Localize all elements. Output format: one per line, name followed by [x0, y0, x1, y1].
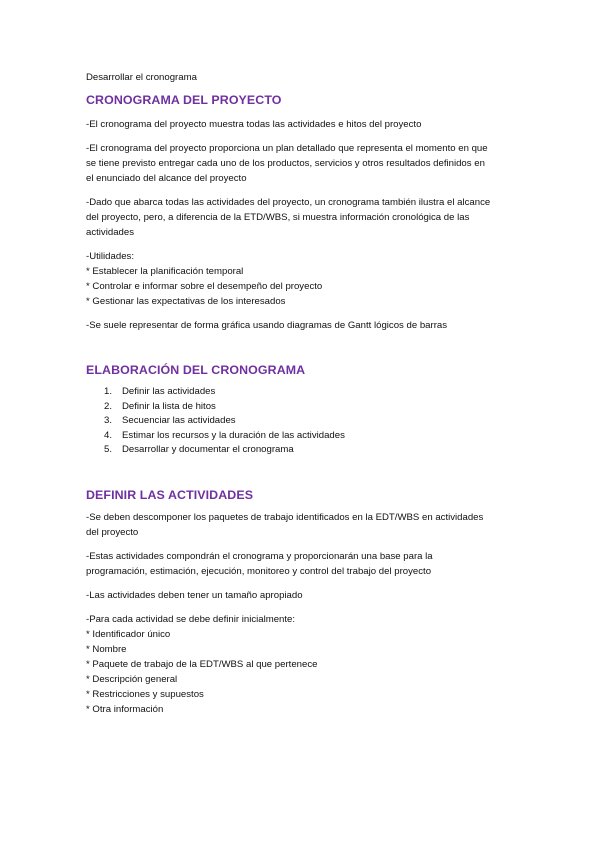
heading-cronograma-del-proyecto: CRONOGRAMA DEL PROYECTO	[86, 93, 282, 107]
list-item: * Nombre	[86, 643, 127, 655]
text-line: -Las actividades deben tener un tamaño apropiado	[86, 589, 303, 601]
text-line: actividades	[86, 227, 134, 238]
text-line: del proyecto	[86, 526, 139, 538]
list-item: * Otra información	[86, 703, 164, 715]
list-item	[86, 429, 526, 444]
heading-elaboracion-del-cronograma: ELABORACIÓN DEL CRONOGRAMA	[86, 363, 306, 377]
list-item: * Identificador único	[86, 628, 171, 640]
paragraph	[86, 510, 526, 540]
list-item	[86, 400, 526, 415]
text-line: del proyecto, pero, a diferencia de la ETD/WBS, si muestra información cronológica de las	[86, 212, 470, 223]
text-line: el enunciado del alcance del proyecto	[86, 173, 247, 184]
step-text: Secuenciar las actividades	[122, 415, 236, 426]
step-number: 3.	[104, 415, 113, 426]
text-line: se tiene previsto entregar cada uno de los productos, servicios y otros resultados definidos en	[86, 158, 485, 169]
document-title: Desarrollar el cronograma	[86, 72, 197, 83]
text-line: programación, estimación, ejecución, monitoreo y control del trabajo del proyecto	[86, 565, 432, 577]
list-item: * Controlar e informar sobre el desempeño del proyecto	[86, 281, 323, 292]
step-text: Desarrollar y documentar el cronograma	[122, 444, 294, 455]
paragraph	[86, 318, 526, 333]
list-item: * Restricciones y supuestos	[86, 688, 204, 700]
document-content	[86, 70, 526, 726]
list-item: * Paquete de trabajo de la EDT/WBS al que pertenece	[86, 658, 318, 670]
text-line: -Se deben descomponer los paquetes de trabajo identificados en la EDT/WBS en actividades	[86, 511, 484, 523]
text-line: -Estas actividades compondrán el cronograma y proporcionarán una base para la	[86, 550, 433, 562]
text-line: -Utilidades:	[86, 251, 134, 262]
step-number: 2.	[104, 400, 113, 412]
text-line: -Se suele representar de forma gráfica usando diagramas de Gantt lógicos de barras	[86, 320, 448, 331]
step-number: 5.	[104, 444, 113, 455]
list-item: * Descripción general	[86, 673, 178, 685]
list-item: * Gestionar las expectativas de los interesados	[86, 296, 286, 307]
step-text: Estimar los recursos y la duración de las actividades	[122, 429, 345, 441]
step-number: 1.	[104, 386, 113, 397]
actividad-attributes-list	[86, 612, 526, 717]
heading-definir-las-actividades: DEFINIR LAS ACTIVIDADES	[86, 487, 254, 502]
list-item	[86, 414, 526, 429]
paragraph	[86, 195, 526, 240]
text-line: -El cronograma del proyecto proporciona un plan detallado que representa el momento en que	[86, 143, 488, 154]
paragraph	[86, 117, 526, 132]
list-item	[86, 385, 526, 400]
text-line: -Para cada actividad se debe definir inicialmente:	[86, 613, 296, 625]
paragraph	[86, 549, 526, 579]
paragraph	[86, 588, 526, 603]
list-item: * Establecer la planificación temporal	[86, 266, 244, 277]
text-line: -El cronograma del proyecto muestra todas las actividades e hitos del proyecto	[86, 119, 422, 130]
step-text: Definir la lista de hitos	[122, 400, 216, 412]
paragraph	[86, 141, 526, 186]
list-item	[86, 443, 526, 458]
utilidades-list	[86, 249, 526, 309]
step-text: Definir las actividades	[122, 386, 216, 397]
step-number: 4.	[104, 429, 113, 441]
text-line: -Dado que abarca todas las actividades del proyecto, un cronograma también ilustra el alcance	[86, 197, 491, 208]
steps-list	[86, 385, 526, 458]
